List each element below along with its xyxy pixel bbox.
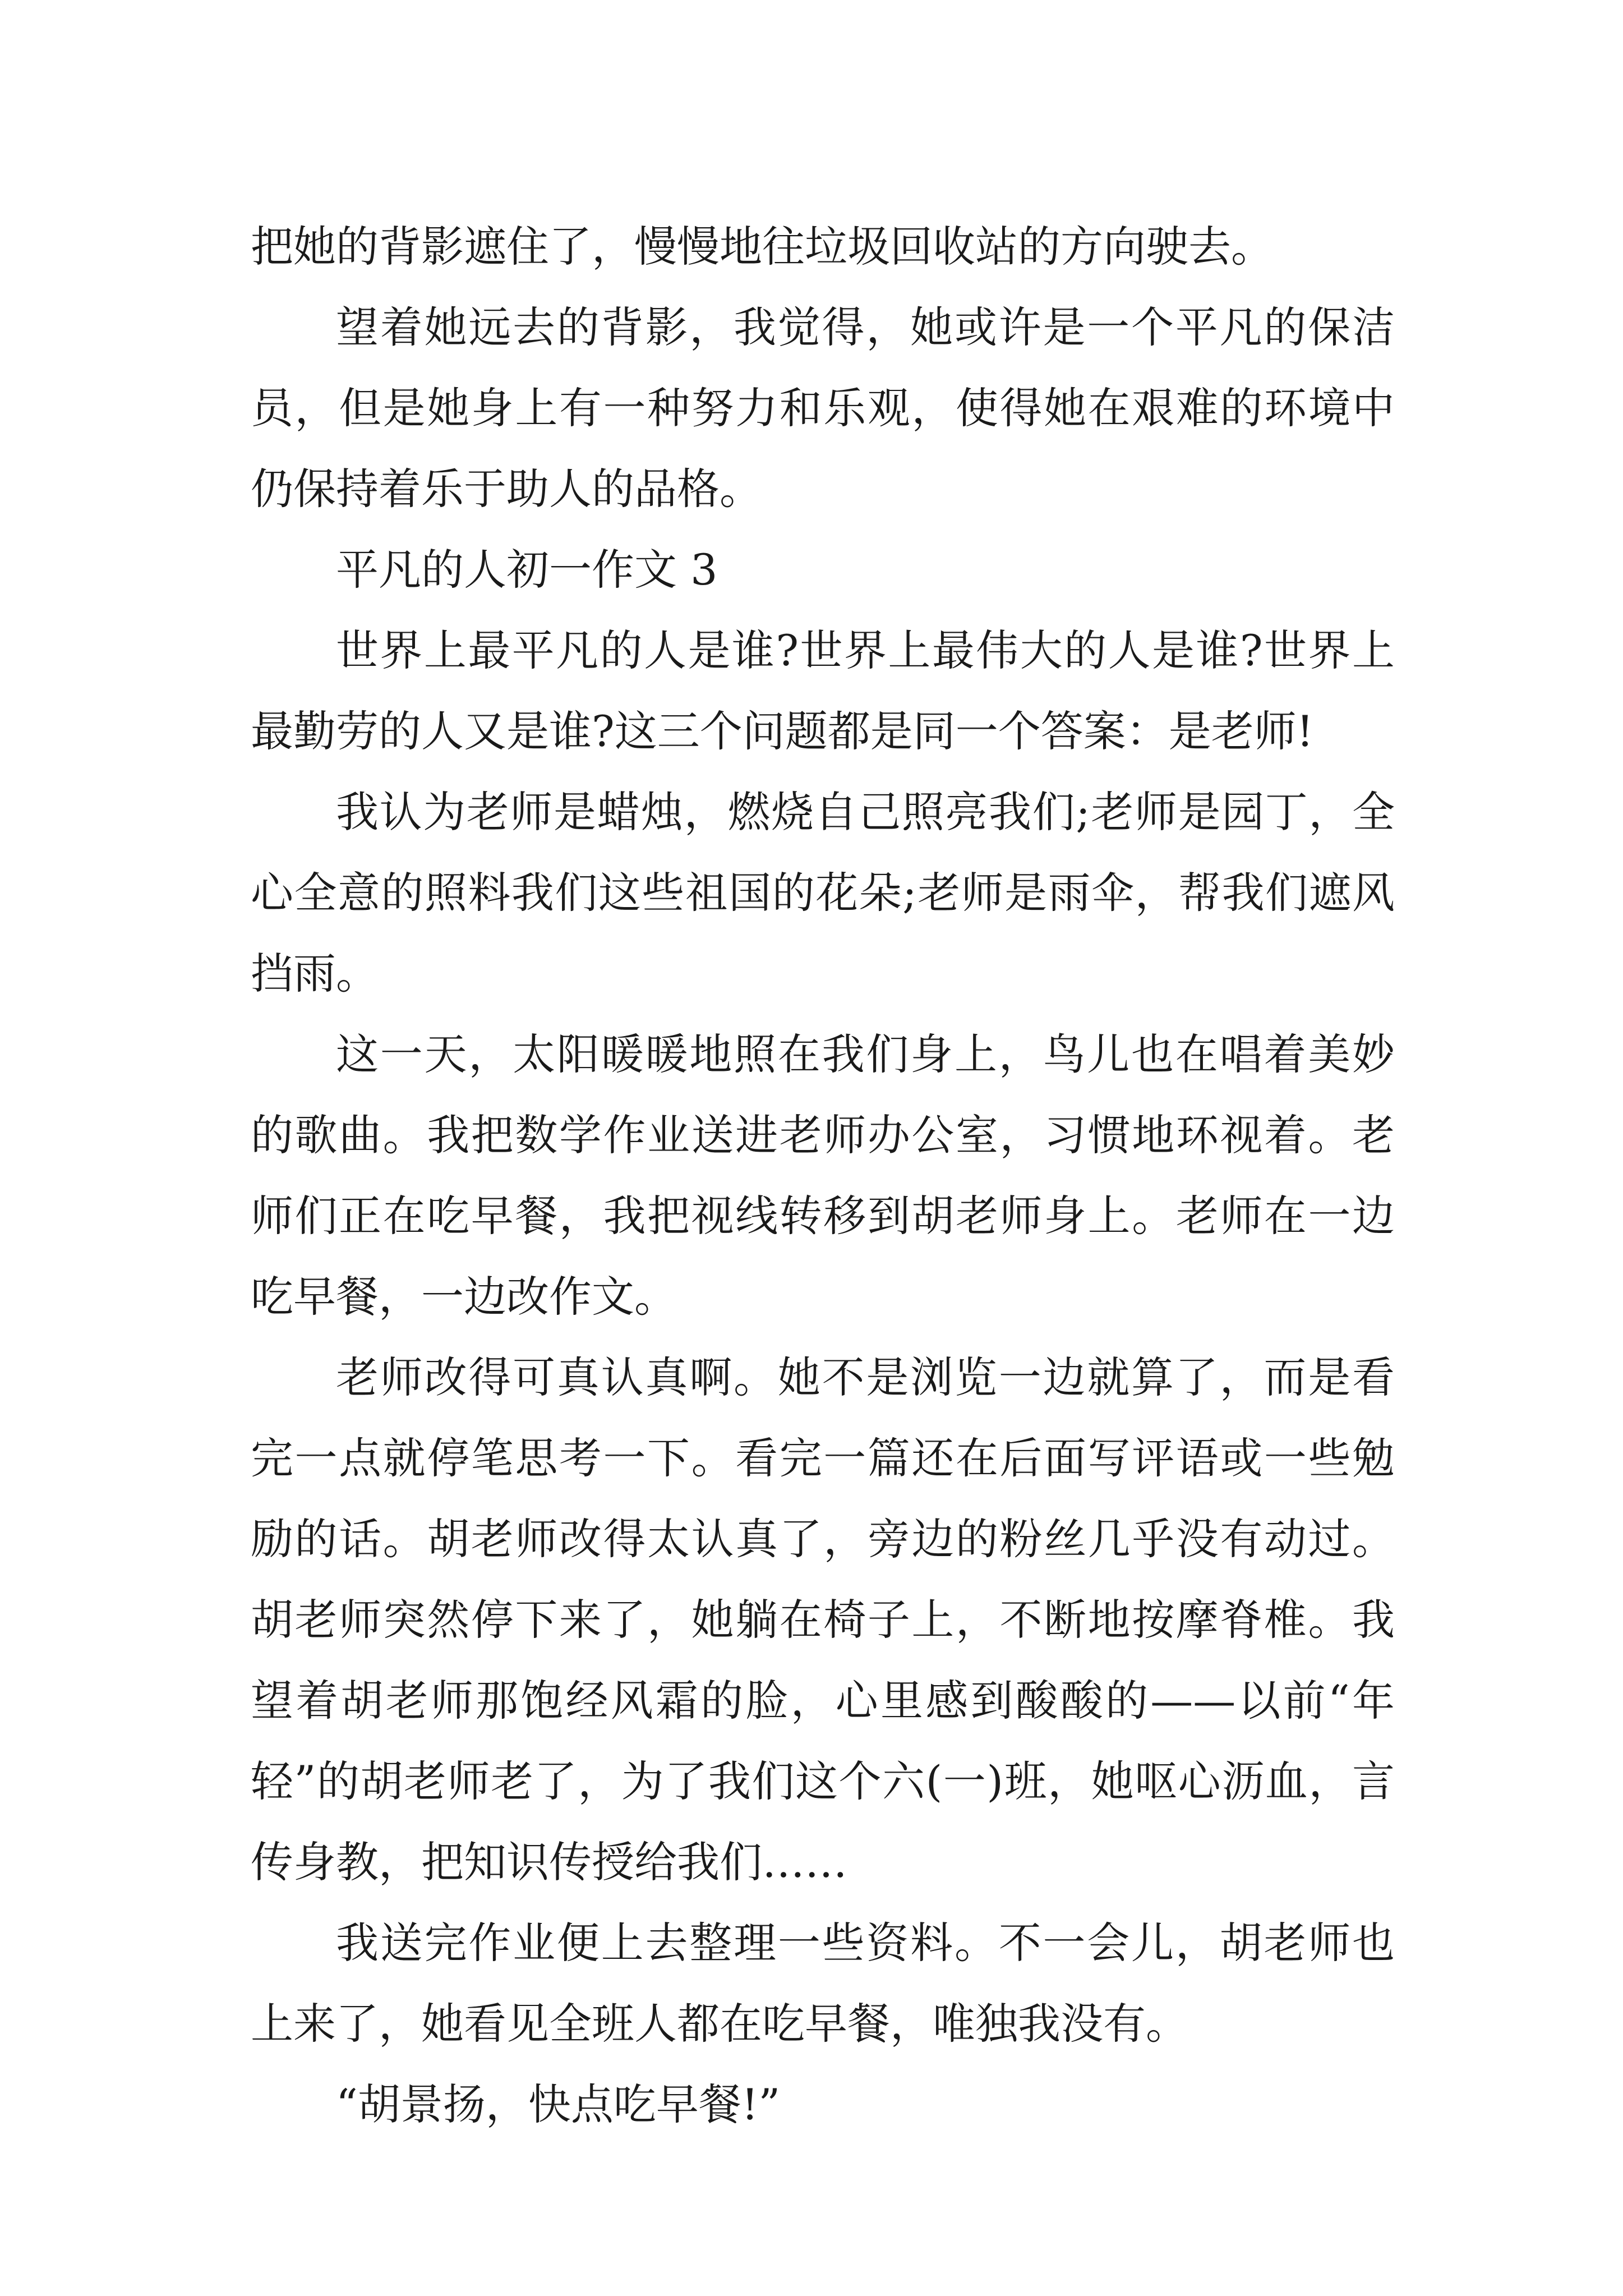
section-heading: 平凡的人初一作文 3	[336, 545, 718, 595]
paragraph-1: 把她的背影遮住了，慢慢地往垃圾回收站的方向驶去。	[251, 222, 1274, 272]
paragraph-7: 我送完作业便上去整理一些资料。不一会儿，胡老师也上来了，她看见全班人都在吃早餐，唯独我没有。	[251, 1918, 1395, 2049]
paragraph-5: 这一天，太阳暖暖地照在我们身上，鸟儿也在唱着美妙的歌曲。我把数学作业送进老师办公室，习惯地环视着。老师们正在吃早餐，我把视线转移到胡老师身上。老师在一边吃早餐，一边改作文。	[251, 1029, 1395, 1322]
essay-body	[251, 206, 1395, 2145]
paragraph-8: “胡景扬，快点吃早餐!”	[336, 2079, 781, 2129]
paragraph-6: 老师改得可真认真啊。她不是浏览一边就算了，而是看完一点就停笔思考一下。看完一篇还在后面写评语或一些勉励的话。胡老师改得太认真了，旁边的粉丝几乎没有动过。胡老师突然停下来了，她躺在椅子上，不断地按摩脊椎。我望着胡老师那饱经风霜的脸，心里感到酸酸的——以前“年轻”的胡老师老了，为了我们这个六(一)班，她呕心沥血，言传身教，把知识传授给我们……	[251, 1352, 1395, 1887]
paragraph-2: 望着她远去的背影，我觉得，她或许是一个平凡的保洁员，但是她身上有一种努力和乐观，使得她在艰难的环境中仍保持着乐于助人的品格。	[251, 302, 1395, 514]
paragraph-3: 世界上最平凡的人是谁?世界上最伟大的人是谁?世界上最勤劳的人又是谁?这三个问题都是同一个答案：是老师!	[251, 625, 1395, 756]
paragraph-4: 我认为老师是蜡烛，燃烧自己照亮我们;老师是园丁，全心全意的照料我们这些祖国的花朵;老师是雨伞，帮我们遮风挡雨。	[251, 787, 1395, 999]
